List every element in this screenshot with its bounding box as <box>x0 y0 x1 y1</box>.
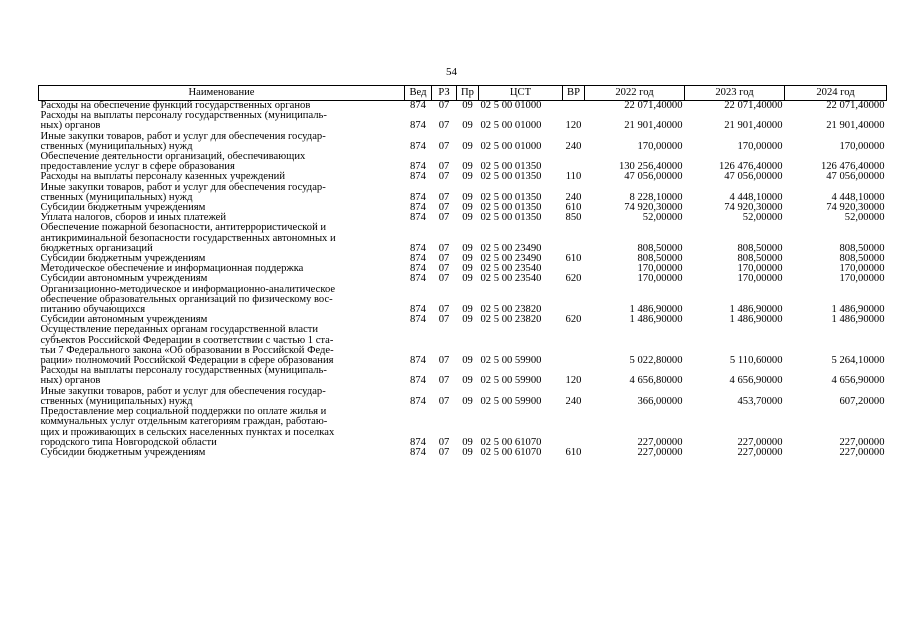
cell-2022: 22 071,40000 <box>624 100 683 111</box>
cell-2022: 170,00000 <box>637 140 683 152</box>
cell-rz: 07 <box>438 171 450 183</box>
cell-cst: 02 5 00 01350 <box>480 212 542 224</box>
cell-name: Расходы на выплаты персоналу государственных (муниципаль- ных) органов <box>40 365 327 387</box>
cell-2024: 1 486,90000 <box>831 304 885 316</box>
cell-rz: 07 <box>438 273 450 285</box>
cell-cst: 02 5 00 23820 <box>480 304 542 316</box>
cell-cst: 02 5 00 59900 <box>480 355 542 367</box>
cell-rz: 07 <box>438 242 450 254</box>
cell-rz: 07 <box>438 212 450 224</box>
cell-cst: 02 5 00 59900 <box>480 395 542 407</box>
cell-2024: 170,00000 <box>839 140 885 152</box>
cell-2023: 4 656,90000 <box>729 375 783 387</box>
cell-ved: 874 <box>410 171 426 183</box>
cell-vr: 620 <box>565 314 582 326</box>
cell-2022: 5 022,80000 <box>629 355 683 367</box>
cell-ved: 874 <box>410 120 426 132</box>
cell-ved: 874 <box>410 273 426 285</box>
cell-2024: 21 901,40000 <box>826 120 885 132</box>
cell-ved: 874 <box>410 202 426 214</box>
cell-pr: 09 <box>462 161 473 173</box>
column-header-rz: РЗ <box>432 86 457 101</box>
cell-ved: 874 <box>410 161 426 173</box>
cell-2023: 74 920,30000 <box>724 202 783 214</box>
cell-2024: 5 264,10000 <box>831 355 885 367</box>
cell-pr: 09 <box>462 273 473 285</box>
table-row <box>39 448 887 458</box>
cell-2024: 227,00000 <box>839 436 885 448</box>
column-header-2022: 2022 год <box>585 86 685 101</box>
column-header-name: Наименование <box>39 86 405 101</box>
cell-2024: 607,20000 <box>839 395 885 407</box>
cell-vr <box>563 407 585 448</box>
cell-ved: 874 <box>410 140 426 152</box>
cell-vr <box>563 101 585 112</box>
cell-2022: 74 920,30000 <box>624 202 683 214</box>
cell-cst: 02 5 00 01000 <box>480 100 542 111</box>
cell-vr: 610 <box>565 446 582 458</box>
cell-pr: 09 <box>462 191 473 203</box>
cell-pr: 09 <box>462 314 473 326</box>
cell-vr: 610 <box>565 202 582 214</box>
cell-2022: 170,00000 <box>637 263 683 275</box>
table-row <box>39 132 887 152</box>
cell-2024: 170,00000 <box>839 273 885 285</box>
cell-ved: 874 <box>410 395 426 407</box>
cell-2023: 808,50000 <box>737 242 783 254</box>
cell-pr: 09 <box>462 242 473 254</box>
cell-2024: 170,00000 <box>839 263 885 275</box>
cell-pr: 09 <box>462 263 473 275</box>
cell-cst: 02 5 00 01350 <box>480 202 542 214</box>
cell-rz: 07 <box>438 446 450 458</box>
cell-name: Расходы на обеспечение функций государственных органов <box>40 100 311 111</box>
cell-name: Расходы на выплаты персоналу государственных (муниципаль- ных) органов <box>40 110 327 132</box>
cell-pr: 09 <box>462 171 473 183</box>
cell-2022: 1 486,90000 <box>629 304 683 316</box>
cell-name: Осуществление переданных органам государственной власти субъектов Российской Федерации в соответствии с частью 1 ста- тьи 7 Федерального закона «Об образовании в Российской Феде- рации» полномочий Российской Федерации в сфере образования <box>40 324 334 367</box>
cell-vr: 240 <box>565 191 582 203</box>
table-row <box>39 325 887 366</box>
cell-vr: 620 <box>565 273 582 285</box>
cell-name: Предоставление мер социальной поддержки по оплате жилья и коммунальных услуг отдельным категориям граждан, работаю- щих и проживающих в сельских населенных пунктах и поселках городского типа Новгородской области <box>40 406 335 448</box>
cell-2023: 126 476,40000 <box>718 161 783 173</box>
cell-name: Иные закупки товаров, работ и услуг для обеспечения государ- ственных (муниципальных) нужд <box>40 385 326 407</box>
cell-2024: 4 656,90000 <box>831 375 885 387</box>
cell-vr: 120 <box>565 375 582 387</box>
cell-rz: 07 <box>438 304 450 316</box>
table-header-row <box>39 86 887 101</box>
cell-cst: 02 5 00 23490 <box>480 253 542 265</box>
table-row <box>39 152 887 172</box>
cell-2022: 1 486,90000 <box>629 314 683 326</box>
cell-rz: 07 <box>438 263 450 275</box>
cell-pr: 09 <box>462 140 473 152</box>
cell-cst: 02 5 00 01000 <box>480 120 542 132</box>
cell-pr: 09 <box>462 202 473 214</box>
cell-2023: 170,00000 <box>737 263 783 275</box>
cell-pr: 09 <box>462 355 473 367</box>
cell-cst: 02 5 00 01350 <box>480 161 542 173</box>
cell-2023: 52,00000 <box>742 212 783 224</box>
cell-2022: 170,00000 <box>637 273 683 285</box>
cell-vr: 610 <box>565 253 582 265</box>
cell-2022: 52,00000 <box>642 212 683 224</box>
cell-name: Обеспечение пожарной безопасности, антитеррористической и антикриминальной безопасности государственных автономных и бюджетных организаций <box>40 222 336 254</box>
cell-pr: 09 <box>462 212 473 224</box>
cell-pr: 09 <box>462 436 473 448</box>
cell-cst: 02 5 00 23540 <box>480 263 542 275</box>
column-header-pr: Пр <box>457 86 479 101</box>
cell-cst: 02 5 00 23540 <box>480 273 542 285</box>
cell-cst: 02 5 00 01000 <box>480 140 542 152</box>
table-row <box>39 387 887 407</box>
cell-2023: 1 486,90000 <box>729 314 783 326</box>
cell-2023: 4 448,10000 <box>729 191 783 203</box>
budget-table <box>38 85 887 458</box>
cell-2024: 808,50000 <box>839 253 885 265</box>
cell-pr: 09 <box>462 100 473 111</box>
cell-vr <box>563 285 585 316</box>
cell-ved: 874 <box>410 253 426 265</box>
cell-2022: 808,50000 <box>637 242 683 254</box>
cell-vr <box>563 325 585 366</box>
cell-2023: 227,00000 <box>737 436 783 448</box>
cell-rz: 07 <box>438 140 450 152</box>
cell-name: Методическое обеспечение и информационная поддержка <box>40 263 304 275</box>
column-header-2023: 2023 год <box>685 86 785 101</box>
cell-name: Субсидии бюджетным учреждениям <box>40 253 206 265</box>
cell-cst: 02 5 00 01350 <box>480 191 542 203</box>
cell-2024: 22 071,40000 <box>826 100 885 111</box>
cell-cst: 02 5 00 59900 <box>480 375 542 387</box>
cell-2024: 126 476,40000 <box>820 161 885 173</box>
cell-name: Субсидии автономным учреждениям <box>40 273 208 285</box>
cell-vr: 240 <box>565 395 582 407</box>
cell-ved: 874 <box>410 212 426 224</box>
cell-2023: 453,70000 <box>737 395 783 407</box>
cell-2022: 808,50000 <box>637 253 683 265</box>
cell-ved: 874 <box>410 263 426 275</box>
column-header-vr: ВР <box>563 86 585 101</box>
cell-2024: 47 056,00000 <box>826 171 885 183</box>
cell-rz: 07 <box>438 375 450 387</box>
page-number: 54 <box>446 66 457 78</box>
cell-cst: 02 5 00 61070 <box>480 436 542 448</box>
cell-2022: 227,00000 <box>637 436 683 448</box>
cell-rz: 07 <box>438 191 450 203</box>
cell-cst: 02 5 00 23490 <box>480 242 542 254</box>
cell-cst: 02 5 00 61070 <box>480 446 542 458</box>
cell-rz: 07 <box>438 436 450 448</box>
table-row <box>39 223 887 254</box>
cell-ved: 874 <box>410 191 426 203</box>
cell-2022: 130 256,40000 <box>618 161 683 173</box>
cell-name: Обеспечение деятельности организаций, обеспечивающих предоставление услуг в сфере образования <box>40 151 306 173</box>
cell-pr: 09 <box>462 253 473 265</box>
cell-2024: 4 448,10000 <box>831 191 885 203</box>
cell-2023: 21 901,40000 <box>724 120 783 132</box>
cell-vr: 850 <box>565 212 582 224</box>
cell-2023: 808,50000 <box>737 253 783 265</box>
cell-vr: 240 <box>565 140 582 152</box>
cell-ved: 874 <box>410 100 426 111</box>
cell-2023: 22 071,40000 <box>724 100 783 111</box>
cell-ved: 874 <box>410 314 426 326</box>
cell-2023: 170,00000 <box>737 140 783 152</box>
cell-2024: 1 486,90000 <box>831 314 885 326</box>
cell-ved: 874 <box>410 355 426 367</box>
cell-vr: 110 <box>565 171 582 183</box>
cell-2022: 4 656,80000 <box>629 375 683 387</box>
cell-2022: 366,00000 <box>637 395 683 407</box>
cell-rz: 07 <box>438 202 450 214</box>
cell-rz: 07 <box>438 161 450 173</box>
cell-2023: 47 056,00000 <box>724 171 783 183</box>
cell-2024: 74 920,30000 <box>826 202 885 214</box>
cell-2022: 47 056,00000 <box>624 171 683 183</box>
cell-pr: 09 <box>462 375 473 387</box>
cell-2022: 8 228,10000 <box>629 191 683 203</box>
column-header-cst: ЦСТ <box>479 86 563 101</box>
cell-pr: 09 <box>462 446 473 458</box>
cell-name: Иные закупки товаров, работ и услуг для обеспечения государ- ственных (муниципальных) нужд <box>40 181 326 203</box>
cell-ved: 874 <box>410 446 426 458</box>
cell-ved: 874 <box>410 304 426 316</box>
cell-2024: 52,00000 <box>844 212 885 224</box>
cell-pr: 09 <box>462 120 473 132</box>
cell-2022: 21 901,40000 <box>624 120 683 132</box>
cell-rz: 07 <box>438 395 450 407</box>
table-row <box>39 407 887 448</box>
cell-name: Иные закупки товаров, работ и услуг для обеспечения государ- ственных (муниципальных) нужд <box>40 130 326 152</box>
cell-rz: 07 <box>438 253 450 265</box>
cell-pr: 09 <box>462 304 473 316</box>
table-row <box>39 183 887 203</box>
cell-2023: 5 110,60000 <box>729 355 783 367</box>
column-header-ved: Вед <box>405 86 432 101</box>
table-row <box>39 285 887 316</box>
cell-name: Расходы на выплаты персоналу казенных учреждений <box>40 171 285 183</box>
cell-rz: 07 <box>438 355 450 367</box>
cell-rz: 07 <box>438 314 450 326</box>
cell-ved: 874 <box>410 242 426 254</box>
table-body <box>39 101 887 459</box>
cell-rz: 07 <box>438 120 450 132</box>
cell-name: Организационно-методическое и информационно-аналитическое обеспечение образовательных организаций по физическому вос- питанию обучающихся <box>40 283 336 316</box>
cell-2023: 170,00000 <box>737 273 783 285</box>
cell-ved: 874 <box>410 436 426 448</box>
cell-vr <box>563 152 585 172</box>
cell-cst: 02 5 00 01350 <box>480 171 542 183</box>
table-row <box>39 366 887 386</box>
cell-2022: 227,00000 <box>637 446 683 458</box>
cell-2023: 227,00000 <box>737 446 783 458</box>
cell-name: Субсидии автономным учреждениям <box>40 314 208 326</box>
cell-name: Субсидии бюджетным учреждениям <box>40 446 206 458</box>
cell-name: Уплата налогов, сборов и иных платежей <box>40 212 227 224</box>
table-row <box>39 111 887 131</box>
cell-2024: 227,00000 <box>839 446 885 458</box>
cell-vr: 120 <box>565 120 582 132</box>
cell-vr <box>563 223 585 254</box>
cell-rz: 07 <box>438 100 450 111</box>
column-header-2024: 2024 год <box>785 86 887 101</box>
cell-ved: 874 <box>410 375 426 387</box>
cell-2024: 808,50000 <box>839 242 885 254</box>
cell-pr: 09 <box>462 395 473 407</box>
cell-name: Субсидии бюджетным учреждениям <box>40 202 206 214</box>
cell-2023: 1 486,90000 <box>729 304 783 316</box>
cell-cst: 02 5 00 23820 <box>480 314 542 326</box>
